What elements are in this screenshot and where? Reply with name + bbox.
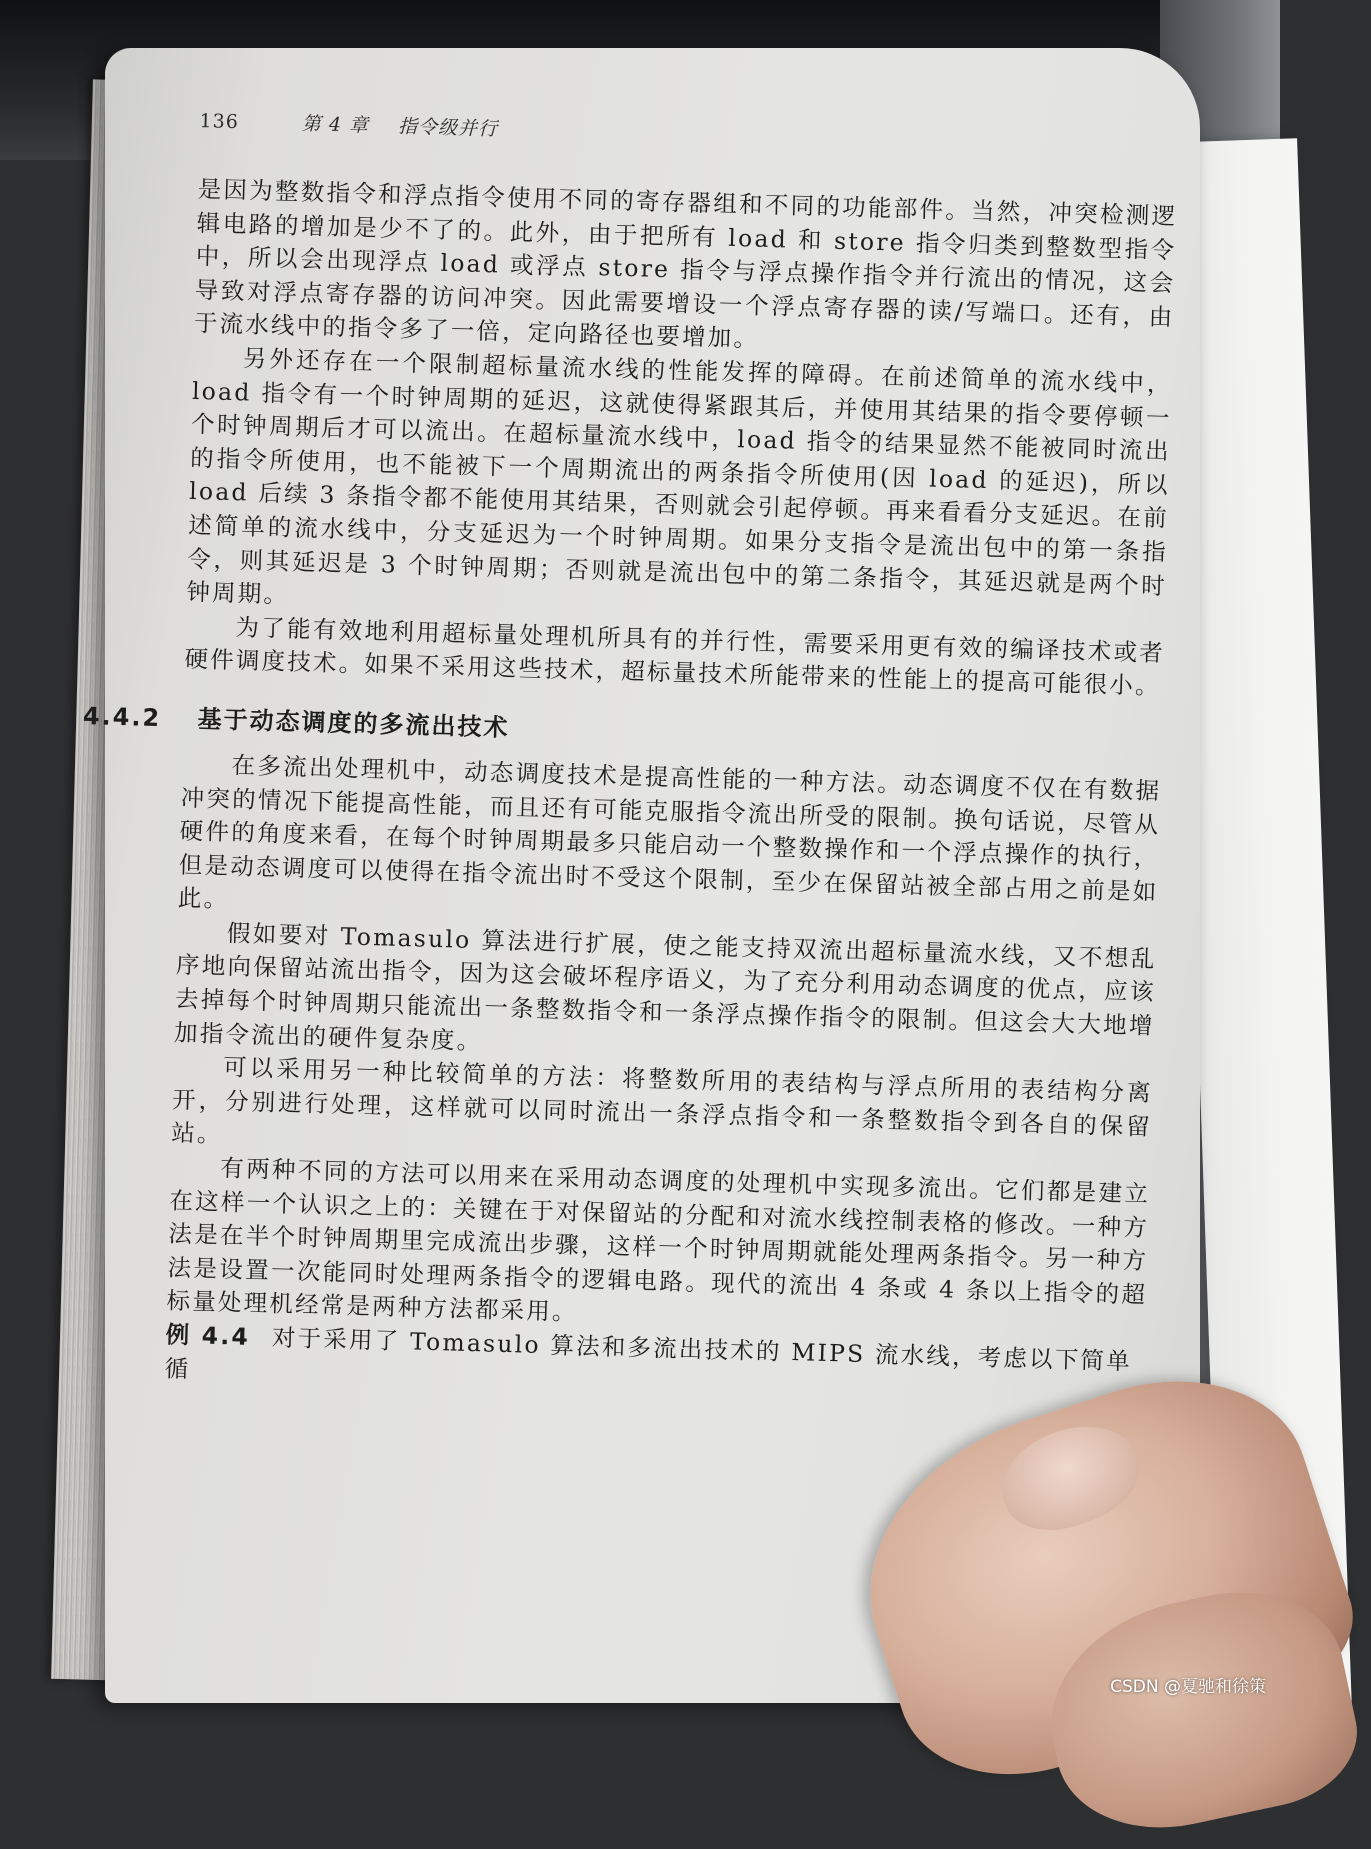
paragraph: 可以采用另一种比较简单的方法：将整数所用的表结构与浮点所用的表结构分离开，分别进行处理，这样就可以同时流出一条浮点指令和一条整数指令到各自的保留站。 xyxy=(170,1053,1154,1149)
paragraph: 是因为整数指令和浮点指令使用不同的寄存器组和不同的功能部件。当然，冲突检测逻辑电路的增加是少不了的。此外，由于把所有 load 和 store 指令归类到整数型指令中，所以会出现浮点 load 或浮点 store 指令与浮点操作指令并行流出的情况，这会导致对浮点寄存器的访问冲突。因此需要增设一个浮点寄存器的读/写端口。还有，由于流水线中的指令多了一倍，定向路径也要增加。 xyxy=(193,174,1178,354)
section-number: 4.4.2 xyxy=(82,701,162,733)
section-title: 基于动态调度的多流出技术 xyxy=(197,705,510,742)
paragraph: 有两种不同的方法可以用来在采用动态调度的处理机中实现多流出。它们都是建立在这样一个认识之上的：关键在于对保留站的分配和对流水线控制表格的修改。一种方法是在半个时钟周期里完成流出步骤，这样一个时钟周期就能处理两条指令。另一种方法是设置一次能同时处理两条指令的逻辑电路。现代的流出 4 条或 4 条以上指令的超标量处理机经常是两种方法都采用。 xyxy=(166,1154,1151,1327)
chapter-label: 第 4 章 xyxy=(301,112,370,137)
page-number: 136 xyxy=(199,109,240,134)
watermark: CSDN @夏驰和徐策 xyxy=(1110,1677,1266,1697)
paragraph: 另外还存在一个限制超标量流水线的性能发挥的障碍。在前述简单的流水线中，load 指令有一个时钟周期的延迟，这就使得紧跟其后，并使用其结果的指令要停顿一个时钟周期后才可以流出。在超标量流水线中，load 指令的结果显然不能被同时流出的指令所使用，也不能被下一个周期流出的两条指令所使用(因 load 的延迟)，所以 load 后续 3 条指令都不能使用其结果，否则就会引起停顿。再来看看分支延迟。在前述简单的流水线中，分支延迟为一个时钟周期。如果分支指令是流出包中的第一条指令，则其延迟是 3 个时钟周期；否则就是流出包中的第二条指令，其延迟就是两个时钟周期。 xyxy=(186,344,1174,609)
chapter-title: 指令级并行 xyxy=(397,115,499,141)
example-text: 对于采用了 Tomasulo 算法和多流出技术的 MIPS 流水线，考虑以下简单循 xyxy=(164,1323,1133,1383)
running-head xyxy=(199,106,1179,160)
example-label: 例 4.4 xyxy=(165,1320,251,1351)
paragraph: 为了能有效地利用超标量处理机所具有的并行性，需要采用更有效的编译技术或者硬件调度技术。如果不采用这些技术，超标量技术所能带来的性能上的提高可能很小。 xyxy=(184,612,1166,701)
paragraph: 假如要对 Tomasulo 算法进行扩展，使之能支持双流出超标量流水线，又不想乱序地向保留站流出指令，因为这会破坏程序语义，为了充分利用动态调度的优点，应该去掉每个时钟周期只能流出一条整数指令和一条浮点操作指令的限制。但这会大大地增加指令流出的硬件复杂度。 xyxy=(173,918,1157,1055)
page-content xyxy=(82,106,1179,1413)
paragraph: 在多流出处理机中，动态调度技术是提高性能的一种方法。动态调度不仅在有数据冲突的情况下能提高性能，而且还有可能克服指令流出所受的限制。换句话说，尽管从硬件的角度来看，在每个时钟周期最多只能启动一个整数操作和一个浮点操作的执行，但是动态调度可以使得在指令流出时不受这个限制，至少在保留站被全部占用之前是如此。 xyxy=(177,751,1162,914)
